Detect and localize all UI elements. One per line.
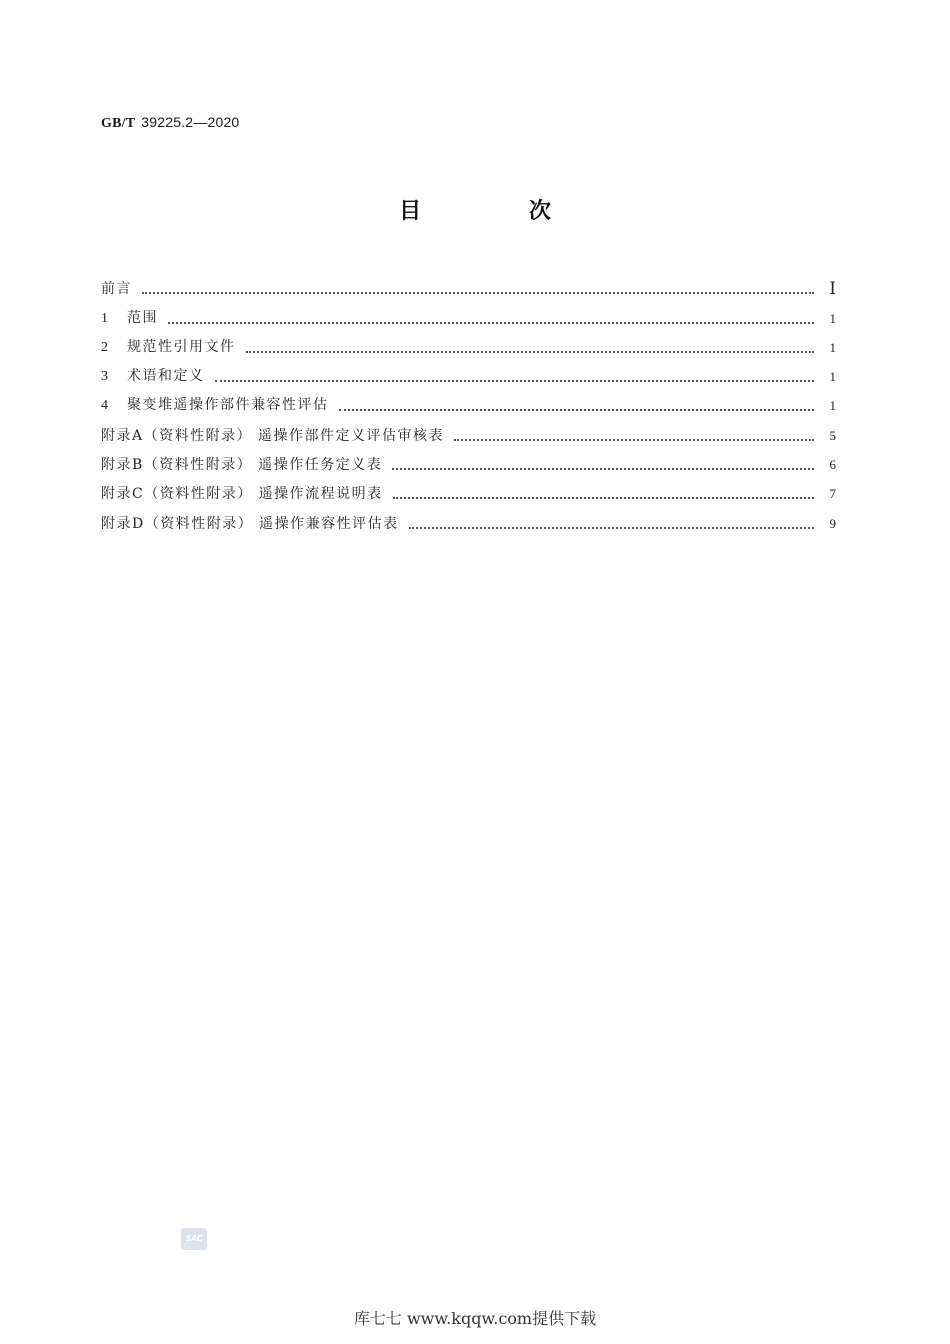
toc-entry-text: 规范性引用文件	[127, 338, 236, 355]
toc-entry-page: 5	[829, 427, 836, 443]
toc-leader-dots	[215, 380, 815, 382]
toc-entry-page: 1	[829, 310, 836, 326]
toc-leader-dots	[409, 527, 814, 529]
toc-entry-text: 前言	[101, 281, 132, 298]
toc-entry-annex-a[interactable]	[101, 416, 836, 445]
standard-code	[101, 114, 239, 132]
toc-entry-number: 3	[101, 369, 108, 385]
toc-entry-normative-references[interactable]	[101, 329, 836, 358]
toc-entry-annex-c[interactable]	[101, 475, 836, 504]
standard-number: 39225.2—2020	[141, 114, 240, 130]
toc-entry-annex-d[interactable]	[101, 504, 836, 533]
toc-leader-dots	[392, 468, 814, 470]
toc-entry-foreword[interactable]	[101, 270, 836, 299]
sac-logo-icon: SAC	[181, 1228, 207, 1250]
toc-entry-text: 范围	[127, 309, 158, 326]
toc-leader-dots	[246, 351, 815, 353]
toc-entry-page: 6	[829, 457, 836, 473]
toc-entry-page: 1	[829, 339, 836, 355]
toc-entry-number: 4	[101, 398, 108, 414]
toc-leader-dots	[393, 497, 814, 499]
toc-leader-dots	[168, 322, 814, 324]
standard-prefix: GB/T	[101, 116, 136, 131]
toc-entry-page: 9	[829, 515, 836, 531]
toc-title: 目 次	[399, 199, 601, 224]
toc-entry-page: 1	[829, 369, 836, 385]
toc-entry-text: 术语和定义	[127, 368, 205, 385]
toc-entry-scope[interactable]	[101, 299, 836, 328]
toc-entry-number: 2	[101, 339, 108, 355]
toc-entry-text: 附录B（资料性附录） 遥操作任务定义表	[101, 457, 383, 474]
toc-entry-number: 1	[101, 310, 108, 326]
toc-entry-text: 聚变堆遥操作部件兼容性评估	[127, 397, 329, 414]
download-footer: 库七七 www.kqqw.com提供下载	[353, 1309, 597, 1328]
toc-entry-annex-b[interactable]	[101, 446, 836, 475]
toc-entry-terms-definitions[interactable]	[101, 358, 836, 387]
toc-entry-compatibility-assessment[interactable]	[101, 387, 836, 416]
toc-entry-page: 1	[829, 398, 836, 414]
toc-entry-page: 7	[829, 486, 836, 502]
toc-entry-text: 附录A（资料性附录） 遥操作部件定义评估审核表	[101, 427, 445, 444]
toc-entry-text: 附录C（资料性附录） 遥操作流程说明表	[101, 486, 383, 503]
toc-leader-dots	[142, 292, 814, 294]
table-of-contents	[101, 270, 836, 534]
toc-entry-page: Ⅰ	[829, 279, 836, 299]
toc-leader-dots	[339, 409, 815, 411]
toc-leader-dots	[454, 439, 814, 441]
toc-entry-text: 附录D（资料性附录） 遥操作兼容性评估表	[101, 515, 399, 532]
